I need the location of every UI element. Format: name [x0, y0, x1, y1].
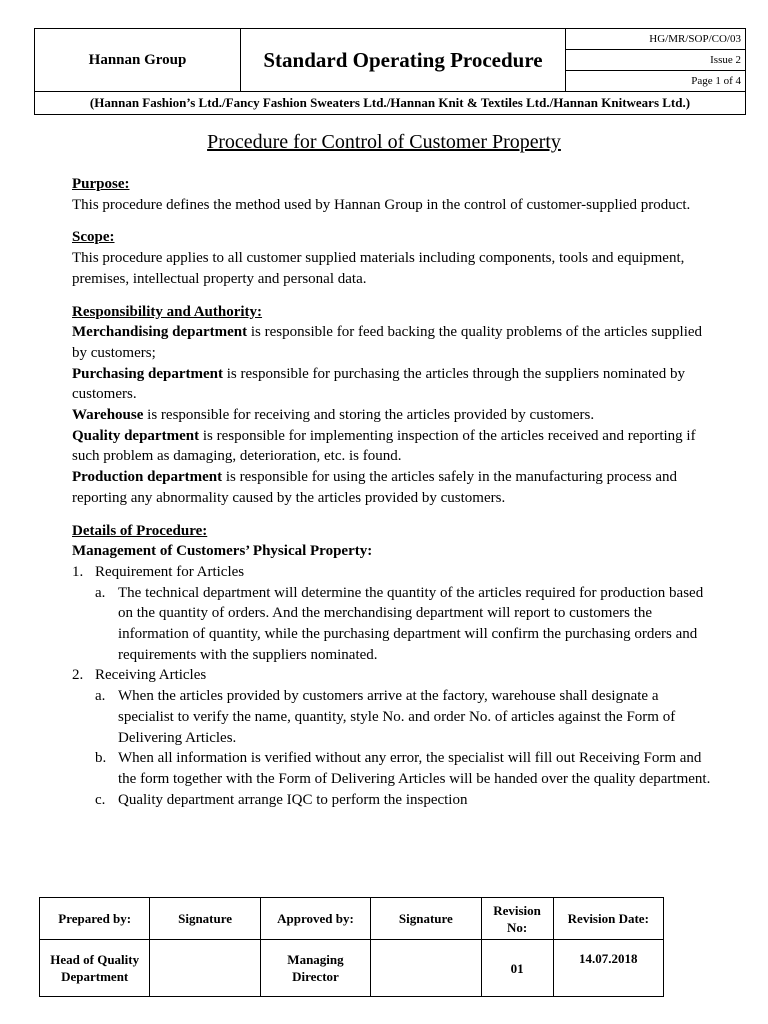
responsibility-item — [72, 364, 712, 405]
signature-label-2: Signature — [371, 898, 481, 940]
step-number: 1. — [72, 563, 84, 580]
responsibility-text: is responsible for implementing inspection of the articles received and reporting if such problem as damaging, deterioration, etc. is found. — [72, 427, 696, 465]
scope-text: This procedure applies to all customer supplied materials including components, tools and equipment, premises, intellectual property and personal data. — [72, 250, 685, 287]
responsibility-text: is responsible for receiving and storing the articles provided by customers. — [143, 407, 595, 424]
document-code: HG/MR/SOP/CO/03 — [566, 29, 746, 50]
approval-table — [39, 897, 664, 997]
responsibility-item — [72, 426, 712, 467]
document-body — [72, 174, 712, 810]
procedure-substep — [72, 790, 712, 811]
document-type: Standard Operating Procedure — [241, 29, 566, 92]
substep-letter: a. — [95, 584, 106, 601]
step-label: Requirement for Articles — [95, 563, 245, 580]
department-name: Purchasing department — [72, 365, 223, 382]
details-heading: Details of Procedure: — [72, 522, 208, 539]
procedure-substep — [72, 748, 712, 789]
substep-letter: c. — [95, 791, 106, 808]
department-name: Warehouse — [72, 407, 144, 424]
responsibility-text: is responsible for using the articles safely in the manufacturing process and reporting any abnormality caused by the articles provided by customers. — [72, 469, 678, 506]
approved-by-value: Managing Director — [260, 940, 370, 997]
procedure-step — [72, 562, 712, 583]
substep-text: Quality department arrange IQC to perform the inspection — [118, 791, 468, 808]
document-title: Procedure for Control of Customer Property — [207, 131, 561, 153]
substep-text: When all information is verified without any error, the specialist will fill out Receiving Form and the form together with the Form of Delivering Articles will be handed over the quality department. — [118, 750, 711, 787]
responsibility-item — [72, 467, 712, 508]
department-name: Quality department — [72, 427, 200, 444]
page-number: Page 1 of 4 — [566, 71, 746, 92]
issue-number: Issue 2 — [566, 50, 746, 71]
substep-text: The technical department will determine the quantity of the articles required for production based on the quantity of orders. And the merchandising department will report to customers the information of quantity, while the purchasing department will confirm the purchasing orders and requirements with the suppliers nominated. — [118, 584, 704, 663]
responsibility-item — [72, 405, 712, 426]
step-number: 2. — [72, 667, 84, 684]
sister-concerns: (Hannan Fashion’s Ltd./Fancy Fashion Sweaters Ltd./Hannan Knit & Textiles Ltd./Hannan Knitwears Ltd.) — [35, 92, 746, 115]
procedure-substep — [72, 686, 712, 748]
revision-no-value: 01 — [481, 940, 553, 997]
prepared-by-label: Prepared by: — [40, 898, 150, 940]
purpose-text: This procedure defines the method used by Hannan Group in the control of customer-supplied product. — [72, 196, 691, 213]
purpose-heading: Purpose: — [72, 176, 130, 192]
revision-date-label: Revision Date: — [553, 898, 663, 940]
procedure-steps — [72, 562, 712, 810]
revision-no-label: Revision No: — [481, 898, 553, 940]
step-label: Receiving Articles — [95, 667, 207, 684]
substep-letter: a. — [95, 688, 106, 705]
department-name: Production department — [72, 469, 223, 486]
responsibility-heading: Responsibility and Authority: — [72, 303, 263, 320]
procedure-substep — [72, 583, 712, 666]
responsibility-item — [72, 322, 712, 363]
approved-by-label: Approved by: — [260, 898, 370, 940]
document-header — [34, 28, 746, 114]
details-subheading: Management of Customers’ Physical Property: — [72, 543, 373, 560]
responsibility-list — [72, 322, 712, 508]
responsibility-text: is responsible for feed backing the quality problems of the articles supplied by customers; — [72, 324, 703, 361]
revision-date-value: 14.07.2018 — [553, 940, 663, 997]
substep-text: When the articles provided by customers arrive at the factory, warehouse shall designate a specialist to verify the name, quantity, style No. and order No. of articles against the Form of Delivering Articles. — [118, 688, 676, 746]
prepared-by-value: Head of Quality Department — [40, 940, 150, 997]
approved-signature — [371, 940, 481, 997]
procedure-step — [72, 665, 712, 686]
company-name: Hannan Group — [35, 29, 241, 92]
responsibility-text: is responsible for purchasing the articles through the suppliers nominated by customers. — [72, 365, 685, 403]
signature-label-1: Signature — [150, 898, 260, 940]
substep-letter: b. — [95, 750, 107, 767]
prepared-signature — [150, 940, 260, 997]
scope-heading: Scope: — [72, 229, 115, 246]
department-name: Merchandising department — [72, 324, 248, 341]
